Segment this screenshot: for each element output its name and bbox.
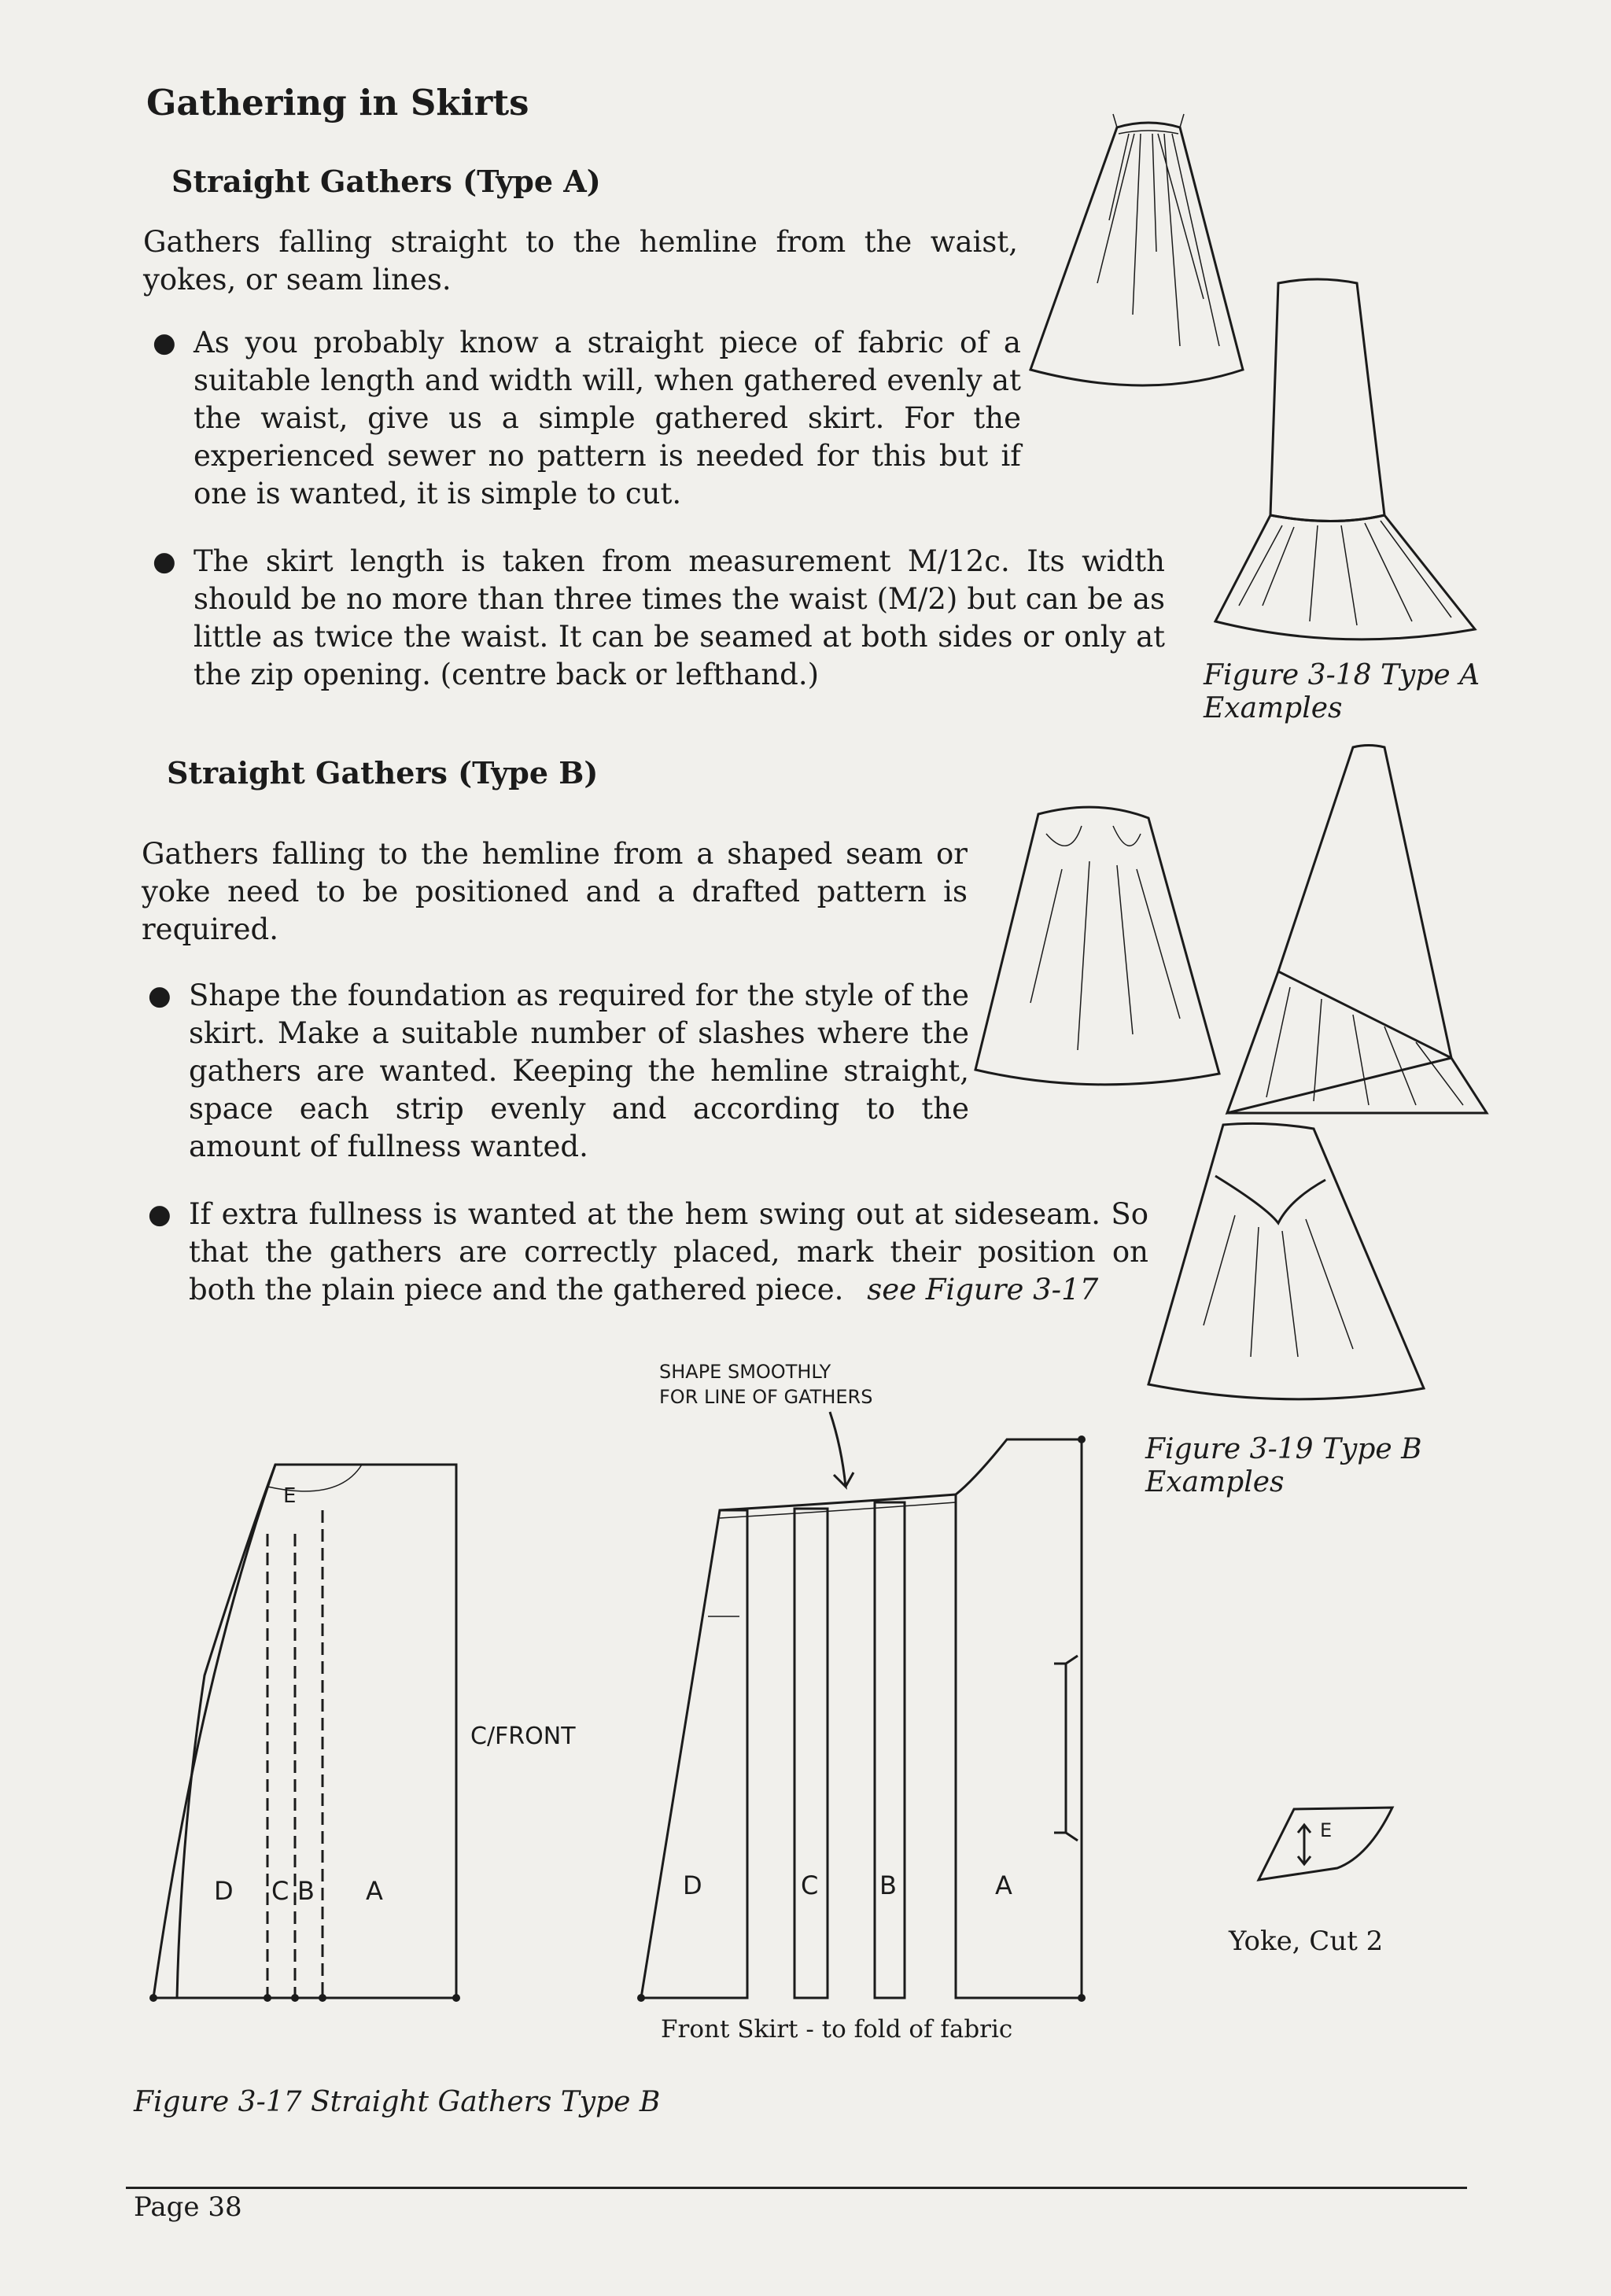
label-d-spread: D bbox=[683, 1870, 702, 1900]
type-a-bullet-2: ● The skirt length is taken from measurement M/12c. Its width should be no more than three times the waist (M/2) but can be as little as twice the waist. It can be seamed at both sides or only at the zip opening. (centre back or lefthand.) bbox=[153, 544, 1165, 691]
type-a-intro: Gathers falling straight to the hemline from the waist, yokes, or seam lines. bbox=[143, 225, 1018, 297]
label-d-foundation: D bbox=[214, 1876, 234, 1906]
front-skirt-label: Front Skirt - to fold of fabric bbox=[661, 2015, 1013, 2044]
fig-3-17-caption: Figure 3-17 Straight Gathers Type B bbox=[134, 2086, 661, 2118]
fig-3-18-skirt-flounce bbox=[1215, 275, 1483, 637]
fig-3-19-caption-line1: Figure 3-19 Type B bbox=[1145, 1433, 1422, 1465]
bullet-dot: ● bbox=[153, 546, 176, 577]
footer-rule bbox=[126, 2187, 1467, 2189]
bullet-dot: ● bbox=[153, 327, 176, 359]
fig-3-19-skirt-diagonal-flounce bbox=[1227, 743, 1495, 1113]
fig-3-18-caption-line2: Examples bbox=[1204, 692, 1343, 724]
type-a-bullet-1: ● As you probably know a straight piece of fabric of a suitable length and width will, when gathered evenly at the waist, give us a simple gathered skirt. For the experienced sewer no pattern is needed for this but if one is wanted, it is simple to cut. bbox=[153, 326, 1021, 510]
label-e-yoke: E bbox=[1320, 1819, 1333, 1841]
type-b-heading: Straight Gathers (Type B) bbox=[167, 755, 599, 791]
shape-smoothly-note-1: SHAPE SMOOTHLY bbox=[659, 1361, 831, 1383]
see-figure-ref: see Figure 3-17 bbox=[867, 1273, 1099, 1306]
label-a-spread: A bbox=[995, 1870, 1012, 1900]
type-b-bullet-2: ● If extra fullness is wanted at the hem swing out at sideseam. So that the gathers are correctly placed, mark their position on both the plain piece and the gathered piece. see Figure 3-17 bbox=[148, 1197, 1148, 1306]
type-a-heading: Straight Gathers (Type A) bbox=[171, 164, 601, 199]
bullet-dot: ● bbox=[148, 1199, 171, 1230]
page-heading: Gathering in Skirts bbox=[146, 82, 529, 123]
yoke-piece-diagram bbox=[1251, 1801, 1400, 1888]
label-b-foundation: B bbox=[297, 1876, 315, 1906]
foundation-pattern-diagram bbox=[142, 1455, 472, 2006]
front-skirt-spread-pattern bbox=[629, 1408, 1101, 2006]
fig-3-19-caption-line2: Examples bbox=[1145, 1466, 1285, 1498]
label-a-foundation: A bbox=[366, 1876, 383, 1906]
label-e-foundation: E bbox=[283, 1484, 297, 1508]
type-b-bullet-1: ● Shape the foundation as required for the style of the skirt. Make a suitable number of slashes where the gathers are wanted. Keeping the hemline straight, space each strip evenly and according to the amount of fullness wanted. bbox=[148, 978, 969, 1163]
yoke-label: Yoke, Cut 2 bbox=[1229, 1926, 1384, 1957]
shape-smoothly-note-2: FOR LINE OF GATHERS bbox=[659, 1386, 873, 1408]
centre-front-label: C/FRONT bbox=[470, 1723, 576, 1750]
type-b-intro: Gathers falling to the hemline from a shaped seam or yoke need to be positioned and a drafted pattern is required. bbox=[142, 837, 968, 946]
label-b-spread: B bbox=[879, 1870, 897, 1900]
label-c-foundation: C bbox=[271, 1876, 289, 1906]
page-number: Page 38 bbox=[134, 2191, 242, 2223]
bullet-dot: ● bbox=[148, 980, 171, 1012]
label-c-spread: C bbox=[801, 1870, 819, 1900]
fig-3-19-skirt-v-yoke bbox=[1148, 1121, 1432, 1412]
fig-3-19-skirt-yoke bbox=[975, 798, 1235, 1097]
fig-3-18-caption-line1: Figure 3-18 Type A bbox=[1204, 659, 1480, 691]
